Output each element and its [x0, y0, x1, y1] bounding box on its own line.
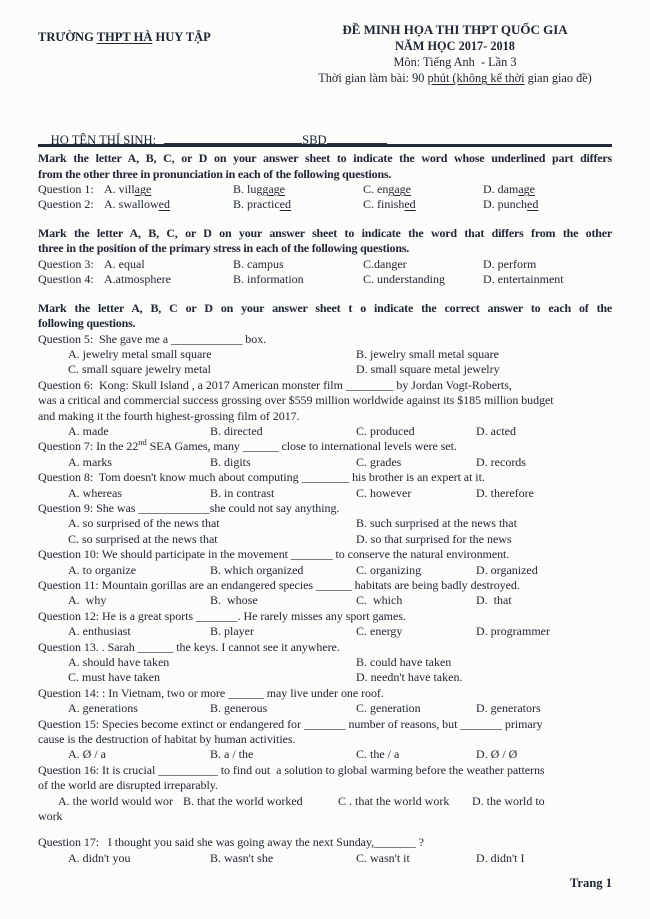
- option-cell: [356, 532, 512, 547]
- option-cell: [356, 624, 402, 639]
- question-text: [38, 609, 612, 624]
- section-instruction: three in the position of the primary stress in each of the following questions.: [38, 241, 410, 256]
- option-cell: [483, 257, 536, 272]
- text-segment: D. acted: [476, 423, 516, 438]
- text-segment: C. which: [356, 593, 403, 608]
- page-number: Trang 1: [569, 876, 612, 891]
- student-name-label: HỌ TÊN THÍ SINH:: [50, 133, 157, 147]
- text-segment: gian giao đề): [524, 71, 592, 85]
- option-cell: [356, 747, 399, 762]
- underlined-part: ed: [527, 197, 539, 212]
- option-cell: [476, 593, 512, 608]
- option-cell: [210, 424, 263, 439]
- option-cell: [483, 197, 538, 212]
- options-row: [38, 593, 612, 608]
- section-instruction: Mark the letter A, B, C, or D on your answer sheet to indicate the word that differs from the other: [38, 225, 612, 240]
- options-row: [38, 182, 612, 197]
- text-segment: Thời gian làm bài: 90: [318, 71, 428, 85]
- exam-title-line-3: [298, 54, 612, 70]
- option-cell: [356, 670, 462, 685]
- text-segment: of the world are disrupted irreparably.: [38, 778, 218, 793]
- option-cell: [472, 794, 545, 809]
- text-segment: and making it the fourth highest-grossing film of 2017.: [38, 408, 300, 423]
- text-segment: A. enthusiast: [68, 624, 131, 639]
- underlined-part: gage: [388, 182, 411, 196]
- option-cell: [356, 516, 517, 531]
- text-segment: C. organizing: [356, 562, 422, 577]
- option-cell: [356, 455, 401, 470]
- question-text: [38, 470, 612, 485]
- option-cell: [68, 347, 212, 362]
- text-segment: B. in contrast: [210, 485, 275, 500]
- option-cell: [356, 347, 499, 362]
- text-segment: A. vill: [104, 182, 135, 196]
- options-row-two-col: [38, 362, 612, 377]
- text-segment: A. swallow: [104, 197, 159, 212]
- text-segment: D. perform: [483, 256, 537, 271]
- option-cell: [356, 486, 411, 501]
- text-segment: HUY TẬP: [152, 30, 211, 44]
- text-segment: A. didn't you: [68, 850, 131, 865]
- options-row: [38, 794, 612, 809]
- option-cell: [363, 257, 407, 272]
- option-cell: [233, 272, 304, 287]
- sbd-label: SBD: [302, 133, 327, 147]
- text-segment: D. entertainment: [483, 272, 564, 287]
- student-name-blank: [164, 131, 302, 144]
- question-text: [38, 686, 612, 701]
- text-segment: D. that: [476, 593, 512, 608]
- exam-title-line-4: [298, 70, 612, 86]
- text-segment: D. the world to: [472, 793, 545, 808]
- options-row: [38, 257, 612, 272]
- text-segment: was a critical and commercial success grossing over $559 million worldwide against its $185 million budget: [38, 393, 554, 408]
- text-segment: B. wasn't she: [210, 850, 274, 865]
- text-segment: Question 5: She gave me a ____________ box.: [38, 331, 267, 346]
- question-text: [38, 732, 612, 747]
- text-segment: D. Ø / Ø: [476, 747, 518, 762]
- text-segment: C. grades: [356, 454, 402, 469]
- text-segment: B. directed: [210, 423, 263, 438]
- option-cell: [233, 182, 285, 197]
- option-cell: [476, 486, 534, 501]
- question-text: [38, 501, 612, 516]
- option-cell: [104, 182, 151, 197]
- option-cell: [476, 624, 550, 639]
- text-segment: C. generation: [356, 701, 421, 716]
- text-segment: C. en: [363, 182, 389, 196]
- text-segment: C. the / a: [356, 747, 400, 762]
- text-segment: B. whose: [210, 593, 258, 608]
- question-number-label: Question 4:: [38, 272, 94, 287]
- option-cell: [483, 182, 535, 197]
- text-segment: B. a / the: [210, 747, 254, 762]
- text-segment: A. jewelry metal small square: [68, 346, 212, 361]
- text-segment: D. didn't I: [476, 850, 525, 865]
- text-segment: C. must have taken: [68, 670, 160, 685]
- text-segment: Question 14: : In Vietnam, two or more ______ may live under one roof.: [38, 685, 384, 700]
- sbd-blank: [327, 131, 387, 144]
- superscript-text: nd: [138, 437, 147, 448]
- option-cell: [233, 257, 284, 272]
- text-segment: B. campus: [233, 256, 284, 271]
- exam-section: [38, 226, 612, 288]
- text-segment: D. programmer: [476, 624, 550, 639]
- text-segment: NĂM HỌC 2017- 2018: [395, 39, 515, 53]
- text-segment: C. so surprised at the news that: [68, 531, 218, 546]
- text-segment: C. produced: [356, 423, 415, 438]
- option-cell: [68, 655, 169, 670]
- options-row: [38, 272, 612, 287]
- option-cell: [104, 257, 145, 272]
- question-text: [38, 409, 612, 424]
- text-segment: TRƯỜNG: [38, 30, 97, 44]
- option-cell: [68, 670, 160, 685]
- text-segment: Question 16: It is crucial __________ to find out a solution to global warming before the weather patterns: [38, 762, 545, 777]
- text-segment: A. whereas: [68, 485, 122, 500]
- text-segment: B. which organized: [210, 562, 304, 577]
- underlined-part: gage: [262, 182, 285, 196]
- option-cell: [356, 655, 451, 670]
- underlined-part: ed: [279, 197, 291, 212]
- section-instruction: Mark the letter A, B, C or D on your answer sheet t o indicate the correct answer to each of the: [38, 300, 612, 315]
- text-segment: D. organized: [476, 562, 538, 577]
- option-cell: [210, 593, 258, 608]
- text-segment: A. generations: [68, 701, 138, 716]
- option-cell: [356, 701, 421, 716]
- option-cell: [68, 851, 131, 866]
- text-segment: D. therefore: [476, 485, 534, 500]
- options-row: [38, 563, 612, 578]
- text-segment: B. that the world worked: [183, 793, 303, 808]
- question-number-label: Question 3:: [38, 256, 94, 271]
- question-number-label: Question 2:: [38, 197, 94, 212]
- options-row-two-col: [38, 670, 612, 685]
- underlined-part: ed: [404, 197, 416, 212]
- question-text: [38, 547, 612, 562]
- option-cell: [356, 362, 500, 377]
- option-cell: [356, 851, 410, 866]
- question-text: [38, 578, 612, 593]
- option-cell: [476, 563, 538, 578]
- option-cell: [476, 701, 541, 716]
- option-cell: [68, 516, 220, 531]
- exam-body: [38, 151, 612, 866]
- option-cell: [68, 701, 138, 716]
- options-row: [38, 624, 612, 639]
- option-cell: [210, 624, 254, 639]
- text-segment: Question 13. . Sarah ______ the keys. I cannot see it anywhere.: [38, 639, 340, 654]
- option-cell: [68, 624, 131, 639]
- option-cell: [210, 701, 267, 716]
- text-segment: Question 7: In the 22: [38, 439, 139, 454]
- text-segment: A. made: [68, 423, 109, 438]
- page-header: [38, 22, 612, 86]
- text-segment: B. digits: [210, 454, 251, 469]
- options-row-two-col: [38, 347, 612, 362]
- text-segment: B. jewelry small metal square: [356, 346, 499, 361]
- text-segment: B. could have taken: [356, 654, 452, 669]
- exam-section: [38, 151, 612, 213]
- option-cell: [363, 197, 416, 212]
- option-cell: [356, 563, 421, 578]
- question-text: [38, 809, 612, 824]
- text-segment: D. punch: [483, 197, 527, 212]
- question-text: [38, 393, 612, 408]
- option-cell: [68, 424, 109, 439]
- text-segment: D. dam: [483, 182, 519, 196]
- text-segment: cause is the destruction of habitat by human activities.: [38, 731, 296, 746]
- underlined-part: age: [134, 182, 152, 196]
- question-text: [38, 778, 612, 793]
- section-instruction: from the other three in pronunciation in each of the following questions.: [38, 166, 392, 181]
- section-instruction: following questions.: [38, 316, 136, 331]
- text-segment: Question 10: We should participate in the movement _______ to conserve the natural environment.: [38, 547, 510, 562]
- text-segment: B. lug: [233, 182, 263, 196]
- text-segment: C. understanding: [363, 272, 445, 287]
- option-cell: [68, 747, 106, 762]
- underlined-part: THPT HÀ: [96, 30, 153, 44]
- text-segment: Question 9: She was ____________she could not say anything.: [38, 500, 340, 515]
- text-segment: Question 6: Kong: Skull Island , a 2017 American monster film ________ by Jordan Vogt-Roberts,: [38, 377, 512, 392]
- option-cell: [104, 197, 170, 212]
- option-cell: [483, 272, 564, 287]
- text-segment: A. Ø / a: [68, 747, 106, 762]
- underlined-part: phút (không kể thời: [427, 71, 525, 85]
- option-cell: [476, 851, 525, 866]
- text-segment: Question 12: He is a great sports _______. He rarely misses any sport games.: [38, 608, 406, 623]
- text-segment: B. practic: [233, 197, 280, 212]
- underlined-part: ed: [158, 197, 170, 212]
- text-segment: Question 17: I thought you said she was going away the next Sunday,_______ ?: [38, 835, 424, 850]
- option-cell: [68, 563, 136, 578]
- text-segment: A. equal: [104, 256, 145, 271]
- options-row: [38, 455, 612, 470]
- option-cell: [338, 794, 449, 809]
- question-text: [38, 378, 612, 393]
- text-segment: C . that the world work: [338, 793, 450, 808]
- exam-title-line-2: [298, 38, 612, 54]
- text-segment: C. however: [356, 485, 412, 500]
- text-segment: C.danger: [363, 256, 407, 271]
- text-segment: Question 8: Tom doesn't know much about computing ________ his brother is an expert at it.: [38, 470, 485, 485]
- option-cell: [210, 455, 251, 470]
- option-cell: [210, 851, 273, 866]
- text-segment: Question 15: Species become extinct or endangered for _______ number of reasons, but _______ primary: [38, 716, 543, 731]
- option-cell: [68, 362, 211, 377]
- question-text: [38, 439, 612, 454]
- text-segment: C. energy: [356, 624, 403, 639]
- student-info-line: [38, 116, 612, 147]
- option-cell: [363, 272, 445, 287]
- option-cell: [210, 747, 253, 762]
- text-segment: Question 11: Mountain gorillas are an endangered species ______ habitats are being badly destroyed.: [38, 577, 520, 592]
- option-cell: [233, 197, 291, 212]
- text-segment: A. the world would wor: [58, 793, 173, 808]
- text-segment: D. small square metal jewelry: [356, 362, 500, 377]
- text-segment: B. such surprised at the news that: [356, 516, 517, 531]
- text-segment: C. finish: [363, 197, 405, 212]
- option-cell: [68, 593, 106, 608]
- text-segment: A. so surprised of the news that: [68, 516, 220, 531]
- text-segment: A. to organize: [68, 562, 137, 577]
- option-cell: [68, 486, 122, 501]
- options-row: [38, 851, 612, 866]
- options-row: [38, 197, 612, 212]
- option-cell: [68, 455, 112, 470]
- text-segment: B. generous: [210, 701, 268, 716]
- option-cell: [183, 794, 303, 809]
- exam-section: [38, 301, 612, 867]
- text-segment: A. should have taken: [68, 654, 170, 669]
- question-number-label: Question 1:: [38, 182, 94, 196]
- options-row-two-col: [38, 532, 612, 547]
- exam-title-block: [298, 22, 612, 86]
- options-row: [38, 747, 612, 762]
- question-text: [38, 640, 612, 655]
- text-segment: C. small square jewelry metal: [68, 362, 211, 377]
- option-cell: [356, 593, 402, 608]
- option-cell: [476, 455, 526, 470]
- text-segment: A. marks: [68, 454, 112, 469]
- question-text: [38, 717, 612, 732]
- option-cell: [210, 563, 303, 578]
- text-segment: work: [38, 808, 63, 823]
- option-cell: [58, 794, 173, 809]
- text-segment: C. wasn't it: [356, 850, 410, 865]
- option-cell: [476, 424, 516, 439]
- text-segment: B. information: [233, 272, 304, 287]
- text-segment: SEA Games, many ______ close to international levels were set.: [146, 439, 457, 454]
- option-cell: [476, 747, 517, 762]
- text-segment: A. why: [68, 593, 107, 608]
- option-cell: [210, 486, 274, 501]
- text-segment: A.atmosphere: [104, 272, 171, 287]
- options-row: [38, 486, 612, 501]
- school-name: [38, 22, 211, 45]
- options-row-two-col: [38, 655, 612, 670]
- option-cell: [363, 182, 411, 197]
- exam-title-line-1: [298, 22, 612, 38]
- option-cell: [68, 532, 218, 547]
- text-segment: D. so that surprised for the news: [356, 531, 512, 546]
- question-text: [38, 332, 612, 347]
- question-text: [38, 835, 612, 850]
- option-cell: [104, 272, 171, 287]
- text-segment: D. needn't have taken.: [356, 670, 463, 685]
- options-row-two-col: [38, 516, 612, 531]
- options-row: [38, 424, 612, 439]
- text-segment: Môn: Tiếng Anh - Lần 3: [393, 55, 517, 69]
- text-segment: ĐỀ MINH HỌA THI THPT QUỐC GIA: [342, 22, 568, 37]
- option-cell: [356, 424, 415, 439]
- text-segment: D. records: [476, 454, 526, 469]
- options-row: [38, 701, 612, 716]
- text-segment: D. generators: [476, 701, 541, 716]
- section-instruction: Mark the letter A, B, C, or D on your answer sheet to indicate the word whose underlined part differs: [38, 151, 612, 165]
- text-segment: B. player: [210, 624, 254, 639]
- underlined-part: age: [518, 182, 535, 196]
- question-text: [38, 763, 612, 778]
